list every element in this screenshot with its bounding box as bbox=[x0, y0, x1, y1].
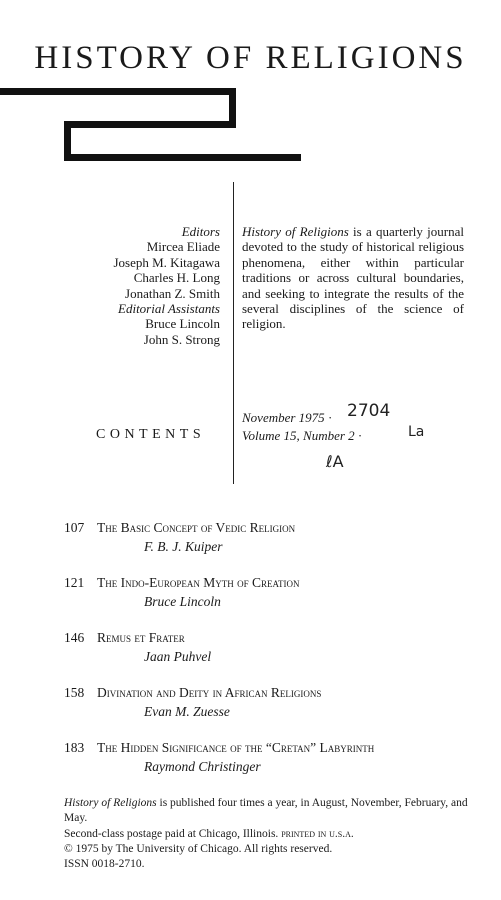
table-of-contents bbox=[64, 520, 484, 795]
toc-title[interactable]: The Basic Concept of Vedic Religion bbox=[97, 520, 296, 535]
assistant-name: Bruce Lincoln bbox=[145, 316, 220, 332]
toc-author: Jaan Puhvel bbox=[144, 649, 212, 664]
assistant-name: John S. Strong bbox=[143, 331, 220, 347]
journal-description bbox=[242, 224, 464, 332]
toc-entry bbox=[64, 740, 484, 795]
toc-page: 121 bbox=[64, 575, 85, 590]
editor-name: Joseph M. Kitagawa bbox=[113, 254, 220, 270]
editor-name: Jonathan Z. Smith bbox=[125, 285, 220, 301]
toc-entry bbox=[64, 575, 484, 630]
journal-title: HISTORY OF RELIGIONS bbox=[34, 40, 467, 76]
contents-label: CONTENTS bbox=[96, 427, 206, 442]
toc-author: Evan M. Zuesse bbox=[144, 704, 230, 719]
description-text: is a quarterly journal devoted to the study of historical religious phenomena, either within particular traditions or across cultural boundaries, and seeking to integrate the results of the several disciplines of the science of religion. bbox=[242, 224, 464, 332]
toc-page: 146 bbox=[64, 630, 85, 645]
toc-page: 107 bbox=[64, 520, 85, 535]
handwritten-note: 2704 bbox=[347, 401, 391, 421]
toc-title[interactable]: Divination and Deity in African Religions bbox=[97, 685, 322, 700]
editor-name: Charles H. Long bbox=[133, 270, 220, 286]
toc-page: 158 bbox=[64, 685, 85, 700]
issn: ISSN 0018-2710. bbox=[64, 858, 145, 871]
publication-footer bbox=[64, 796, 484, 872]
handwritten-note: ℓA bbox=[326, 452, 344, 471]
issue-date: November 1975 · bbox=[242, 410, 333, 425]
issue-volume: Volume 15, Number 2 · bbox=[242, 428, 363, 443]
editor-name: Mircea Eliade bbox=[146, 239, 220, 255]
editors-block bbox=[60, 224, 220, 347]
copyright-notice: © 1975 by The University of Chicago. All rights reserved. bbox=[64, 842, 333, 855]
toc-author: Bruce Lincoln bbox=[144, 594, 221, 609]
postage-notice: Second-class postage paid at Chicago, Illinois. printed in u.s.a. bbox=[64, 827, 354, 840]
toc-entry bbox=[64, 520, 484, 575]
handwritten-note: La bbox=[408, 424, 425, 440]
column-divider bbox=[233, 182, 234, 484]
toc-author: F. B. J. Kuiper bbox=[144, 539, 223, 554]
editorial-assistants-label: Editorial Assistants bbox=[118, 301, 220, 317]
toc-page: 183 bbox=[64, 740, 85, 755]
toc-title[interactable]: The Indo-European Myth of Creation bbox=[97, 575, 300, 590]
publication-schedule: History of Religions is published four times a year, in August, November, February, and May. bbox=[64, 797, 468, 825]
toc-entry bbox=[64, 685, 484, 740]
journal-name: History of Religions bbox=[242, 224, 349, 239]
toc-title[interactable]: The Hidden Significance of the “Cretan” Labyrinth bbox=[97, 740, 375, 755]
toc-title[interactable]: Remus et Frater bbox=[97, 630, 185, 645]
toc-author: Raymond Christinger bbox=[144, 759, 261, 774]
editors-label: Editors bbox=[181, 224, 220, 239]
toc-entry bbox=[64, 630, 484, 685]
